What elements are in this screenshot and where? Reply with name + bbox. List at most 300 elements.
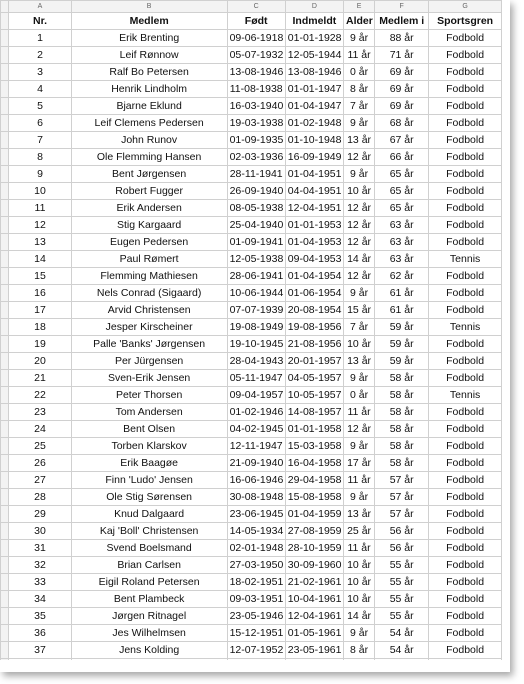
table-cell[interactable]: 12 år [343,421,374,438]
row-number[interactable] [1,472,9,489]
table-cell[interactable]: 04-05-1957 [285,370,343,387]
table-cell[interactable]: 9 år [343,438,374,455]
table-cell[interactable]: Fodbold [429,404,502,421]
table-cell[interactable]: 08-05-1938 [227,200,285,217]
table-cell[interactable]: 01-09-1935 [227,132,285,149]
table-cell[interactable]: Fodbold [429,353,502,370]
table-cell[interactable]: 22 [9,387,71,404]
row-number[interactable] [1,489,9,506]
table-cell[interactable]: Henrik Lindholm [71,81,227,98]
row-number[interactable] [1,421,9,438]
table-cell[interactable]: 8 år [343,642,374,659]
table-cell[interactable]: 35 [9,608,71,625]
table-cell[interactable]: 19-08-1956 [285,319,343,336]
column-letter-g[interactable]: G [429,1,502,13]
table-cell[interactable]: Fodbold [429,421,502,438]
table-cell[interactable]: Leif Rønnow [71,47,227,64]
table-cell[interactable]: Jesper Kirscheiner [71,319,227,336]
table-cell[interactable]: 12 år [343,268,374,285]
table-cell[interactable]: 01-04-1953 [285,234,343,251]
table-cell[interactable]: 12 [9,217,71,234]
table-cell[interactable]: Fodbold [429,625,502,642]
row-number[interactable] [1,183,9,200]
table-cell[interactable]: 01-10-1948 [285,132,343,149]
table-cell[interactable]: Fodbold [429,30,502,47]
row-number[interactable] [1,370,9,387]
table-cell[interactable]: 02-03-1936 [227,149,285,166]
table-cell[interactable]: 69 år [375,81,429,98]
table-cell[interactable]: Ole Stig Sørensen [71,489,227,506]
table-cell[interactable]: Paul Rømert [71,251,227,268]
table-cell[interactable]: 30-09-1960 [285,557,343,574]
row-number[interactable] [1,404,9,421]
row-number[interactable] [1,234,9,251]
table-cell[interactable]: 9 [9,166,71,183]
table-cell[interactable]: 26-09-1940 [227,183,285,200]
table-cell[interactable]: Leif Clemens Pedersen [71,115,227,132]
table-cell[interactable]: Torben Klarskov [71,438,227,455]
table-cell[interactable]: 65 år [375,183,429,200]
table-cell[interactable]: Eugen Pedersen [71,234,227,251]
table-cell[interactable]: 01-04-1947 [285,98,343,115]
table-cell[interactable]: 11 år [343,472,374,489]
table-cell[interactable]: 12 år [343,234,374,251]
table-cell[interactable]: 58 år [375,404,429,421]
column-letter-e[interactable]: E [343,1,374,13]
table-cell[interactable]: 01-09-1941 [227,234,285,251]
table-cell[interactable]: 10 år [343,574,374,591]
row-number[interactable] [1,132,9,149]
table-cell[interactable]: 14 år [343,251,374,268]
table-cell[interactable]: 9 år [343,489,374,506]
table-cell[interactable]: 28-10-1959 [285,540,343,557]
table-cell[interactable]: 12-05-1944 [285,47,343,64]
table-cell[interactable]: 15-08-1958 [285,489,343,506]
table-cell[interactable]: 58 år [375,421,429,438]
table-cell[interactable]: Fodbold [429,608,502,625]
table-cell[interactable]: Fodbold [429,115,502,132]
row-number[interactable] [1,574,9,591]
table-cell[interactable]: 61 år [375,302,429,319]
table-cell[interactable]: 07-07-1939 [227,302,285,319]
table-cell[interactable]: 25 år [343,523,374,540]
table-cell[interactable]: 01-02-1948 [285,115,343,132]
table-cell[interactable]: John Runov [71,132,227,149]
table-cell[interactable]: 9 år [343,30,374,47]
table-cell[interactable]: Tennis [429,319,502,336]
table-cell[interactable]: 11-08-1938 [227,81,285,98]
table-cell[interactable]: Flemming Mathiesen [71,268,227,285]
table-cell[interactable]: 55 år [375,608,429,625]
table-cell[interactable]: Erik Andersen [71,200,227,217]
table-cell[interactable]: Robert Fugger [71,183,227,200]
table-cell[interactable]: 21-09-1940 [227,455,285,472]
table-cell[interactable]: 54 år [375,625,429,642]
table-cell[interactable]: 17 år [343,455,374,472]
table-cell[interactable]: Sven-Erik Jensen [71,370,227,387]
table-cell[interactable]: 9 år [343,370,374,387]
header-cell[interactable]: Indmeldt [285,13,343,30]
table-cell[interactable]: 58 år [375,455,429,472]
table-cell[interactable]: 25 [9,438,71,455]
column-letter-a[interactable]: A [9,1,71,13]
table-cell[interactable]: Fodbold [429,200,502,217]
row-number[interactable] [1,166,9,183]
row-number[interactable] [1,540,9,557]
table-cell[interactable]: Bjarne Eklund [71,98,227,115]
row-number[interactable] [1,13,9,30]
table-cell[interactable]: 88 år [375,30,429,47]
row-number[interactable] [1,336,9,353]
table-cell[interactable]: 13 [9,234,71,251]
table-cell[interactable]: 7 år [343,98,374,115]
table-cell[interactable]: Fodbold [429,574,502,591]
row-number[interactable] [1,200,9,217]
row-number[interactable] [1,506,9,523]
table-cell[interactable]: 69 år [375,98,429,115]
table-cell[interactable]: 30 [9,523,71,540]
table-cell[interactable]: 12-04-1961 [285,608,343,625]
table-cell[interactable]: 15 [9,268,71,285]
table-cell[interactable]: 14-05-1934 [227,523,285,540]
table-cell[interactable]: 01-04-1951 [285,166,343,183]
table-cell[interactable]: 21-08-1956 [285,336,343,353]
table-cell[interactable]: 27-08-1959 [285,523,343,540]
table-cell[interactable]: 58 år [375,438,429,455]
table-cell[interactable]: Fodbold [429,506,502,523]
table-cell[interactable]: 13-08-1946 [227,64,285,81]
table-cell[interactable]: Fodbold [429,523,502,540]
table-cell[interactable]: 21-02-1961 [285,574,343,591]
table-cell[interactable]: Kaj 'Boll' Christensen [71,523,227,540]
table-cell[interactable]: 15 år [343,302,374,319]
table-cell[interactable]: Tom Andersen [71,404,227,421]
table-cell[interactable]: 33 [9,574,71,591]
table-cell[interactable]: 19-08-1949 [227,319,285,336]
table-cell[interactable]: Fodbold [429,302,502,319]
corner-cell[interactable] [1,1,9,13]
table-cell[interactable]: 0 år [343,64,374,81]
table-cell[interactable]: 68 år [375,115,429,132]
table-cell[interactable]: Finn 'Ludo' Jensen [71,472,227,489]
table-cell[interactable]: 62 år [375,268,429,285]
table-cell[interactable]: 05-11-1947 [227,370,285,387]
table-cell[interactable]: Fodbold [429,217,502,234]
table-cell[interactable]: 23-05-1961 [285,642,343,659]
table-cell[interactable]: 59 år [375,319,429,336]
table-cell[interactable]: 63 år [375,217,429,234]
table-cell[interactable]: Erik Baagøe [71,455,227,472]
table-cell[interactable]: 24 [9,421,71,438]
table-cell[interactable]: 12-11-1947 [227,438,285,455]
header-cell[interactable]: Nr. [9,13,71,30]
table-cell[interactable]: 14-08-1957 [285,404,343,421]
table-cell[interactable]: 63 år [375,234,429,251]
row-number[interactable] [1,115,9,132]
table-cell[interactable]: Fodbold [429,98,502,115]
table-cell[interactable]: 57 år [375,472,429,489]
table-cell[interactable]: Svend Boelsmand [71,540,227,557]
table-cell[interactable]: 17 [9,302,71,319]
table-cell[interactable]: 30-08-1948 [227,489,285,506]
table-cell[interactable]: 55 år [375,574,429,591]
table-cell[interactable]: Erik Brenting [71,30,227,47]
table-cell[interactable]: 10-05-1957 [285,387,343,404]
table-cell[interactable]: 09-04-1957 [227,387,285,404]
table-cell[interactable]: Jens Kolding [71,642,227,659]
row-number[interactable] [1,149,9,166]
table-cell[interactable]: 16-04-1958 [285,455,343,472]
table-cell[interactable]: 71 år [375,47,429,64]
table-cell[interactable]: 26 [9,455,71,472]
table-cell[interactable]: 12 år [343,200,374,217]
table-cell[interactable]: 27-03-1950 [227,557,285,574]
row-number[interactable] [1,217,9,234]
table-cell[interactable]: Jørgen Ritnagel [71,608,227,625]
table-cell[interactable]: Fodbold [429,336,502,353]
table-cell[interactable]: 15-03-1958 [285,438,343,455]
table-cell[interactable]: 13 år [343,506,374,523]
header-cell[interactable]: Født [227,13,285,30]
table-cell[interactable]: 01-06-1954 [285,285,343,302]
column-letter-d[interactable]: D [285,1,343,13]
table-cell[interactable]: 09-04-1953 [285,251,343,268]
table-cell[interactable]: 01-01-1958 [285,421,343,438]
table-cell[interactable]: 66 år [375,149,429,166]
table-cell[interactable]: Nels Conrad (Sigaard) [71,285,227,302]
table-cell[interactable]: Fodbold [429,591,502,608]
table-cell[interactable]: Fodbold [429,166,502,183]
column-letter-b[interactable]: B [71,1,227,13]
table-cell[interactable]: Bent Jørgensen [71,166,227,183]
table-cell[interactable]: 57 år [375,489,429,506]
table-cell[interactable]: 31 [9,540,71,557]
table-cell[interactable]: 13 år [343,132,374,149]
table-cell[interactable]: 01-04-1954 [285,268,343,285]
table-cell[interactable]: Fodbold [429,132,502,149]
table-cell[interactable]: Per Jürgensen [71,353,227,370]
table-cell[interactable]: 65 år [375,200,429,217]
column-letter-c[interactable]: C [227,1,285,13]
table-cell[interactable]: Knud Dalgaard [71,506,227,523]
table-cell[interactable]: 20-01-1957 [285,353,343,370]
table-cell[interactable]: 29-04-1958 [285,472,343,489]
table-cell[interactable]: 27 [9,472,71,489]
table-cell[interactable]: Fodbold [429,149,502,166]
table-cell[interactable]: 32 [9,557,71,574]
table-cell[interactable]: 28 [9,489,71,506]
table-cell[interactable]: 61 år [375,285,429,302]
table-cell[interactable]: Fodbold [429,455,502,472]
table-cell[interactable]: 36 [9,625,71,642]
table-cell[interactable]: 10 [9,183,71,200]
table-cell[interactable]: Tennis [429,387,502,404]
table-cell[interactable]: 57 år [375,506,429,523]
row-number[interactable] [1,319,9,336]
table-cell[interactable]: 5 [9,98,71,115]
table-cell[interactable]: 16-03-1940 [227,98,285,115]
row-number[interactable] [1,64,9,81]
table-cell[interactable]: 11 år [343,47,374,64]
table-cell[interactable]: 9 år [343,166,374,183]
table-cell[interactable]: 13-08-1946 [285,64,343,81]
table-cell[interactable]: 12 år [343,149,374,166]
table-cell[interactable]: Ralf Bo Petersen [71,64,227,81]
table-cell[interactable]: 9 år [343,625,374,642]
table-cell[interactable]: 23-06-1945 [227,506,285,523]
table-cell[interactable]: Fodbold [429,438,502,455]
row-number[interactable] [1,557,9,574]
row-number[interactable] [1,625,9,642]
table-cell[interactable]: 10 år [343,183,374,200]
table-cell[interactable]: 55 år [375,557,429,574]
row-number[interactable] [1,438,9,455]
table-cell[interactable]: 01-04-1959 [285,506,343,523]
table-cell[interactable]: 28-11-1941 [227,166,285,183]
table-cell[interactable]: Fodbold [429,268,502,285]
table-cell[interactable]: 12-05-1938 [227,251,285,268]
table-cell[interactable]: 01-05-1961 [285,625,343,642]
row-number[interactable] [1,455,9,472]
table-cell[interactable]: 14 [9,251,71,268]
table-cell[interactable]: 12-07-1952 [227,642,285,659]
table-cell[interactable]: 11 år [343,404,374,421]
table-cell[interactable]: 59 år [375,353,429,370]
table-cell[interactable]: 09-06-1918 [227,30,285,47]
table-cell[interactable]: 9 år [343,115,374,132]
table-cell[interactable]: 09-03-1951 [227,591,285,608]
row-number[interactable] [1,642,9,659]
row-number[interactable] [1,591,9,608]
table-cell[interactable]: Fodbold [429,557,502,574]
table-cell[interactable]: 19-03-1938 [227,115,285,132]
table-cell[interactable]: 10-06-1944 [227,285,285,302]
table-cell[interactable]: 16-09-1949 [285,149,343,166]
row-number[interactable] [1,251,9,268]
table-cell[interactable]: Peter Thorsen [71,387,227,404]
table-cell[interactable]: 23 [9,404,71,421]
table-cell[interactable]: Fodbold [429,489,502,506]
table-cell[interactable]: 18 [9,319,71,336]
table-cell[interactable]: 05-07-1932 [227,47,285,64]
table-cell[interactable]: 01-01-1928 [285,30,343,47]
row-number[interactable] [1,98,9,115]
table-cell[interactable]: Fodbold [429,81,502,98]
table-cell[interactable]: 16-06-1946 [227,472,285,489]
row-number[interactable] [1,608,9,625]
table-cell[interactable]: Fodbold [429,64,502,81]
table-cell[interactable]: 56 år [375,540,429,557]
row-number[interactable] [1,30,9,47]
table-cell[interactable]: Bent Plambeck [71,591,227,608]
table-cell[interactable]: 54 år [375,642,429,659]
row-number[interactable] [1,302,9,319]
table-cell[interactable]: 10 år [343,557,374,574]
table-cell[interactable]: 4 [9,81,71,98]
row-number[interactable] [1,387,9,404]
table-cell[interactable]: 01-01-1953 [285,217,343,234]
table-cell[interactable]: Stig Kargaard [71,217,227,234]
table-cell[interactable]: Fodbold [429,234,502,251]
header-cell[interactable]: Medlem i [375,13,429,30]
table-cell[interactable]: 28-06-1941 [227,268,285,285]
table-cell[interactable]: 25-04-1940 [227,217,285,234]
table-cell[interactable]: 6 [9,115,71,132]
table-cell[interactable]: 11 år [343,540,374,557]
table-cell[interactable]: Brian Carlsen [71,557,227,574]
table-cell[interactable]: Bent Olsen [71,421,227,438]
table-cell[interactable]: 8 [9,149,71,166]
header-cell[interactable]: Alder [343,13,374,30]
table-cell[interactable]: 59 år [375,336,429,353]
table-cell[interactable]: 23-05-1946 [227,608,285,625]
table-cell[interactable]: 18-02-1951 [227,574,285,591]
table-cell[interactable]: 58 år [375,370,429,387]
row-number[interactable] [1,523,9,540]
row-number[interactable] [1,47,9,64]
table-cell[interactable]: Fodbold [429,183,502,200]
row-number[interactable] [1,81,9,98]
table-cell[interactable]: 2 [9,47,71,64]
table-cell[interactable]: Fodbold [429,472,502,489]
row-number[interactable] [1,353,9,370]
table-cell[interactable]: 58 år [375,387,429,404]
table-cell[interactable]: 19 [9,336,71,353]
table-cell[interactable]: Fodbold [429,285,502,302]
table-cell[interactable]: 20 [9,353,71,370]
table-cell[interactable]: 34 [9,591,71,608]
table-cell[interactable]: 65 år [375,166,429,183]
row-number[interactable] [1,285,9,302]
table-cell[interactable]: 21 [9,370,71,387]
table-cell[interactable]: 7 år [343,319,374,336]
table-cell[interactable]: 04-04-1951 [285,183,343,200]
table-cell[interactable]: 9 år [343,285,374,302]
table-cell[interactable]: 63 år [375,251,429,268]
table-cell[interactable]: 7 [9,132,71,149]
table-cell[interactable]: 56 år [375,523,429,540]
table-cell[interactable]: Fodbold [429,47,502,64]
table-cell[interactable]: 15-12-1951 [227,625,285,642]
table-cell[interactable]: Fodbold [429,370,502,387]
table-cell[interactable]: Eigil Roland Petersen [71,574,227,591]
table-cell[interactable]: 10 år [343,336,374,353]
table-cell[interactable]: 13 år [343,353,374,370]
row-number[interactable] [1,268,9,285]
table-cell[interactable]: 19-10-1945 [227,336,285,353]
table-cell[interactable]: 04-02-1945 [227,421,285,438]
table-cell[interactable]: 29 [9,506,71,523]
table-cell[interactable]: Jes Wilhelmsen [71,625,227,642]
table-cell[interactable]: 12 år [343,217,374,234]
table-cell[interactable]: 01-01-1947 [285,81,343,98]
table-cell[interactable]: 1 [9,30,71,47]
table-cell[interactable]: 02-01-1948 [227,540,285,557]
table-cell[interactable]: 10-04-1961 [285,591,343,608]
table-cell[interactable]: 20-08-1954 [285,302,343,319]
table-cell[interactable]: 12-04-1951 [285,200,343,217]
table-cell[interactable]: 28-04-1943 [227,353,285,370]
table-cell[interactable]: 10 år [343,591,374,608]
table-cell[interactable]: Tennis [429,251,502,268]
table-cell[interactable]: 0 år [343,387,374,404]
table-cell[interactable]: 67 år [375,132,429,149]
table-cell[interactable]: 14 år [343,608,374,625]
table-cell[interactable]: 3 [9,64,71,81]
table-cell[interactable]: 55 år [375,591,429,608]
table-cell[interactable]: 69 år [375,64,429,81]
table-cell[interactable]: 16 [9,285,71,302]
